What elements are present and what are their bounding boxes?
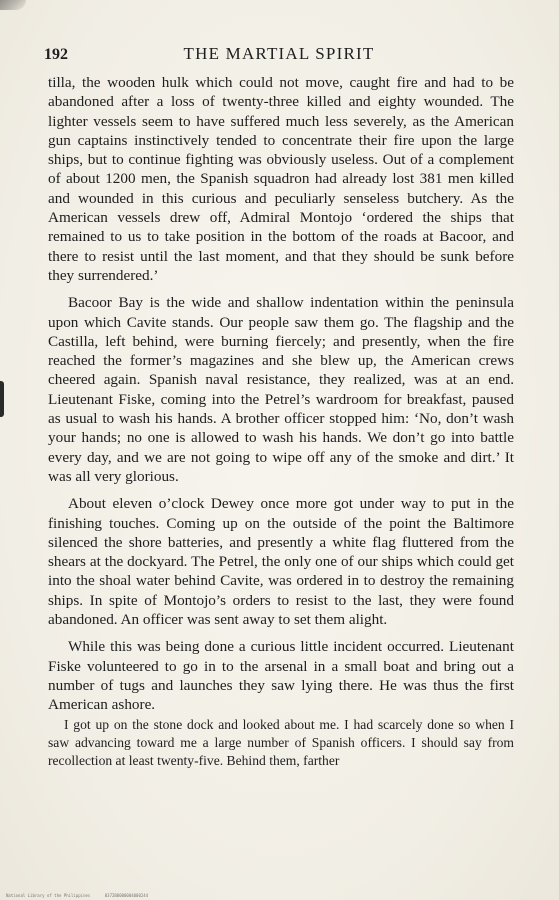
scan-corner-mark: [0, 0, 26, 10]
scan-id: 0372B0000004000244: [104, 893, 149, 898]
paragraph-2: Bacoor Bay is the wide and shallow indentation within the peninsula upon which Cavite stands. Our people saw them go. The flagship and the Castilla, left behind, were burning fiercely; and presently, when the fire reached the former’s magazines and she blew up, the American crews cheered again. Spanish naval resistance, they realized, was at an end. Lieutenant Fiske, coming into the Petrel’s wardroom for breakfast, paused as usual to wash his hands. A brother officer stopped him: ‘No, don’t wash your hands; no one is allowed to wash his hands. We don’t go into battle every day, and we are not going to wipe off any of the smoke and dirt.’ It was all very glorious.: [48, 294, 514, 485]
block-quote: I got up on the stone dock and looked about me. I had scarcely done so when I saw advancing toward me a large number of Spanish officers. I should say from recollection at least twenty-five. Behind them, farther: [48, 717, 514, 769]
binding-shadow: [0, 381, 4, 417]
body-text: [48, 73, 514, 715]
page-header: [44, 44, 514, 70]
paragraph-3: About eleven o’clock Dewey once more got under way to put in the finishing touches. Coming up on the outside of the point the Baltimore silenced the shore batteries, and presently a white flag fluttered from the shears at the dockyard. The Petrel, the only one of our ships which could get into the shoal water behind Cavite, was ordered in to destroy the remaining ships. In spite of Montojo’s orders to resist to the last, they were found abandoned. An officer was sent away to set them alight.: [48, 495, 514, 629]
scan-footer: [6, 893, 148, 898]
paragraph-1: tilla, the wooden hulk which could not move, caught fire and had to be abandoned after a loss of twenty-three killed and eighty wounded. The lighter vessels seem to have suffered much less severely, as the American gun captains instinctively tended to concentrate their fire upon the large ships, but to continue fighting was obviously useless. Out of a complement of about 1200 men, the Spanish squadron had already lost 381 men killed and wounded in this curious and peculiarly senseless butchery. As the American vessels drew off, Admiral Montojo ‘ordered the ships that remained to us to take position in the bottom of the roads at Bacoor, and there to resist until the last moment, and that they should be sunk before they surrendered.’: [48, 74, 514, 284]
running-title: THE MARTIAL SPIRIT: [183, 44, 375, 63]
page-number: 192: [44, 46, 68, 63]
library-stamp: National Library of the Philippines: [6, 893, 91, 898]
paragraph-4: While this was being done a curious little incident occurred. Lieutenant Fiske volunteered to go in to the arsenal in a small boat and bring out a number of tugs and launches they saw lying there. He was thus the first American ashore.: [48, 638, 514, 714]
